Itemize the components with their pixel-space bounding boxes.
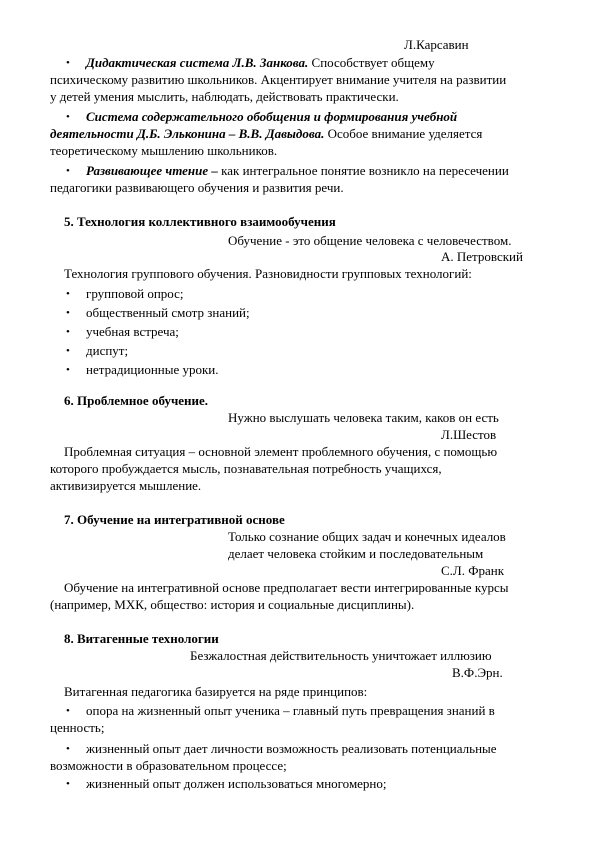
section-8-item-line-1: жизненный опыт должен использоваться многомерно; bbox=[86, 776, 387, 791]
section-8-heading: 8. Витагенные технологии bbox=[64, 631, 219, 646]
section-8-author: В.Ф.Эрн. bbox=[452, 665, 503, 680]
section-7-epigraph-line: Только сознание общих задач и конечных идеалов bbox=[228, 529, 506, 544]
section-8-item-line-2: возможности в образовательном процессе; bbox=[50, 758, 287, 773]
bullet-icon: • bbox=[66, 165, 70, 177]
intro-bullet-2-line-2 bbox=[50, 125, 482, 142]
section-8-item-line-1: жизненный опыт дает личности возможность реализовать потенциальные bbox=[86, 741, 497, 756]
intro-bullet-2-line-3: теоретическому мышлению школьников. bbox=[50, 143, 278, 158]
term-developing-reading: Развивающее чтение – bbox=[86, 163, 218, 178]
bullet-icon: • bbox=[66, 111, 70, 123]
section-6-line: которого пробуждается мысль, познавательная потребность учащихся, bbox=[50, 461, 442, 476]
section-7-line: (например, МХК, общество: история и социальные дисциплины). bbox=[50, 597, 415, 612]
section-5-item: групповой опрос; bbox=[86, 286, 184, 301]
intro-bullet-1-line-2: психическому развитию школьников. Акцентирует внимание учителя на развитии bbox=[50, 72, 507, 87]
section-5-item: общественный смотр знаний; bbox=[86, 305, 250, 320]
section-8-epigraph: Безжалостная действительность уничтожает иллюзию bbox=[190, 648, 492, 663]
bullet-icon: • bbox=[66, 307, 70, 319]
intro-bullet-1-line-3: у детей умения мыслить, наблюдать, действовать практически. bbox=[50, 89, 399, 104]
section-8-intro: Витагенная педагогика базируется на ряде принципов: bbox=[64, 684, 368, 699]
intro-bullet-3-text: как интегральное понятие возникло на пересечении bbox=[217, 163, 509, 178]
bullet-icon: • bbox=[66, 326, 70, 338]
section-5-item: учебная встреча; bbox=[86, 324, 179, 339]
bullet-icon: • bbox=[66, 288, 70, 300]
section-7-line: Обучение на интегративной основе предполагает вести интегрированные курсы bbox=[64, 580, 509, 595]
bullet-icon: • bbox=[66, 345, 70, 357]
section-7-author: С.Л. Франк bbox=[441, 563, 505, 578]
section-6-heading: 6. Проблемное обучение. bbox=[64, 393, 209, 408]
intro-bullet-1-line-1 bbox=[86, 54, 435, 71]
section-6-line: Проблемная ситуация – основной элемент проблемного обучения, с помощью bbox=[64, 444, 498, 459]
bullet-icon: • bbox=[66, 364, 70, 376]
section-5-item: нетрадиционные уроки. bbox=[86, 362, 219, 377]
section-7-heading: 7. Обучение на интегративной основе bbox=[64, 512, 285, 527]
term-elkonin-line-1: Система содержательного обобщения и формирования учебной bbox=[86, 109, 458, 124]
bullet-icon: • bbox=[66, 705, 70, 717]
section-5-heading: 5. Технология коллективного взаимообучения bbox=[64, 214, 336, 229]
section-6-author: Л.Шестов bbox=[441, 427, 497, 442]
section-6-line: активизируется мышление. bbox=[50, 478, 202, 493]
intro-bullet-1-text: Способствует общему bbox=[308, 55, 435, 70]
intro-bullet-2-text: Особое внимание уделяется bbox=[324, 126, 483, 141]
section-5-item: диспут; bbox=[86, 343, 129, 358]
bullet-icon: • bbox=[66, 778, 70, 790]
section-5-author: А. Петровский bbox=[441, 249, 523, 264]
term-zankov: Дидактическая система Л.В. Занкова. bbox=[86, 55, 309, 70]
section-5-epigraph: Обучение - это общение человека с человечеством. bbox=[228, 233, 512, 248]
section-8-item-line-1: опора на жизненный опыт ученика – главный путь превращения знаний в bbox=[86, 703, 495, 718]
top-epigraph-author: Л.Карсавин bbox=[404, 37, 469, 52]
intro-bullet-3-line-1 bbox=[86, 162, 509, 179]
term-elkonin-line-2: деятельности Д.Б. Эльконина – В.В. Давыдова. bbox=[50, 126, 325, 141]
section-6-epigraph: Нужно выслушать человека таким, каков он есть bbox=[228, 410, 499, 425]
section-7-epigraph-line: делает человека стойким и последовательным bbox=[228, 546, 484, 561]
bullet-icon: • bbox=[66, 743, 70, 755]
section-5-intro: Технология группового обучения. Разновидности групповых технологий: bbox=[64, 266, 472, 281]
intro-bullet-3-line-2: педагогики развивающего обучения и развития речи. bbox=[50, 180, 344, 195]
bullet-icon: • bbox=[66, 57, 70, 69]
section-8-item-line-2: ценность; bbox=[50, 720, 105, 735]
